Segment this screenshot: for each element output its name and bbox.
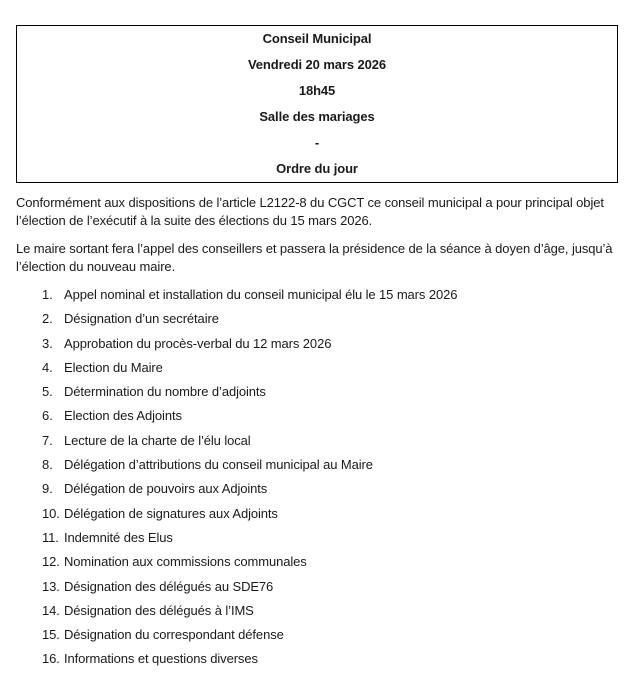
intro-paragraph-1 (16, 194, 618, 230)
agenda-item-text: Lecture de la charte de l’élu local (64, 432, 251, 448)
agenda-item (16, 383, 618, 401)
agenda-item-text: Délégation de signatures aux Adjoints (64, 505, 278, 521)
agenda-item (16, 456, 618, 474)
agenda-list (16, 286, 618, 668)
header-box (16, 25, 618, 183)
agenda-item (16, 480, 618, 498)
agenda-item-number: 14. (42, 602, 60, 618)
agenda-item-text: Désignation du correspondant défense (64, 627, 284, 643)
agenda-item-number: 8. (42, 457, 53, 473)
agenda-item-number: 11. (42, 529, 59, 545)
agenda-item-text: Approbation du procès-verbal du 12 mars 2026 (64, 335, 332, 351)
agenda-item (16, 602, 618, 620)
header-time: 18h45 (298, 83, 336, 98)
header-location: Salle des mariages (259, 109, 375, 124)
paragraph-line: l’élection de l’exécutif à la suite des élections du 15 mars 2026. (16, 213, 373, 228)
agenda-item (16, 335, 618, 353)
agenda-item-number: 10. (42, 505, 60, 521)
header-title: Conseil Municipal (262, 31, 372, 46)
agenda-item (16, 286, 618, 304)
agenda-item (16, 529, 618, 547)
document-body (16, 194, 618, 668)
agenda-item (16, 407, 618, 425)
agenda-item (16, 626, 618, 644)
agenda-item-number: 6. (42, 408, 53, 424)
agenda-item-text: Election des Adjoints (64, 408, 182, 424)
paragraph-line: Conformément aux dispositions de l’article L2122-8 du CGCT ce conseil municipal a pour principal objet (16, 195, 604, 210)
header-agenda-label: Ordre du jour (276, 161, 358, 176)
agenda-item-number: 12. (42, 554, 60, 570)
agenda-item-text: Détermination du nombre d’adjoints (64, 384, 266, 400)
agenda-item (16, 505, 618, 523)
agenda-item-text: Nomination aux commissions communales (64, 554, 307, 570)
paragraph-line: Le maire sortant fera l’appel des conseillers et passera la présidence de la séance à doyen d’âge, jusqu’à (16, 241, 613, 256)
agenda-item-number: 5. (42, 384, 53, 400)
agenda-item-text: Appel nominal et installation du conseil municipal élu le 15 mars 2026 (64, 287, 458, 302)
agenda-item-text: Indemnité des Elus (64, 529, 173, 545)
agenda-item-number: 7. (42, 432, 53, 448)
agenda-item-number: 4. (42, 359, 53, 375)
agenda-item-number: 15. (42, 627, 60, 643)
header-date: Vendredi 20 mars 2026 (247, 57, 387, 72)
agenda-item (16, 578, 618, 596)
agenda-item (16, 359, 618, 377)
agenda-item-text: Délégation d’attributions du conseil municipal au Maire (64, 457, 373, 473)
agenda-item (16, 553, 618, 571)
agenda-item (16, 650, 618, 668)
agenda-item-number: 2. (42, 311, 53, 327)
agenda-item-text: Informations et questions diverses (64, 651, 258, 667)
agenda-item-text: Election du Maire (64, 359, 163, 375)
agenda-item-number: 1. (42, 287, 53, 302)
agenda-item-number: 16. (42, 651, 60, 667)
agenda-item-text: Désignation d’un secrétaire (64, 311, 219, 327)
agenda-item (16, 310, 618, 328)
agenda-item-number: 3. (42, 335, 53, 351)
agenda-item-number: 13. (42, 578, 60, 594)
agenda-item-text: Délégation de pouvoirs aux Adjoints (64, 481, 268, 497)
agenda-item-number: 9. (42, 481, 53, 497)
paragraph-line: l’élection du nouveau maire. (16, 259, 176, 274)
agenda-item (16, 432, 618, 450)
intro-paragraph-2 (16, 240, 618, 276)
header-separator: - (314, 135, 320, 150)
agenda-item-text: Désignation des délégués à l’IMS (64, 602, 254, 618)
agenda-item-text: Désignation des délégués au SDE76 (64, 578, 274, 594)
